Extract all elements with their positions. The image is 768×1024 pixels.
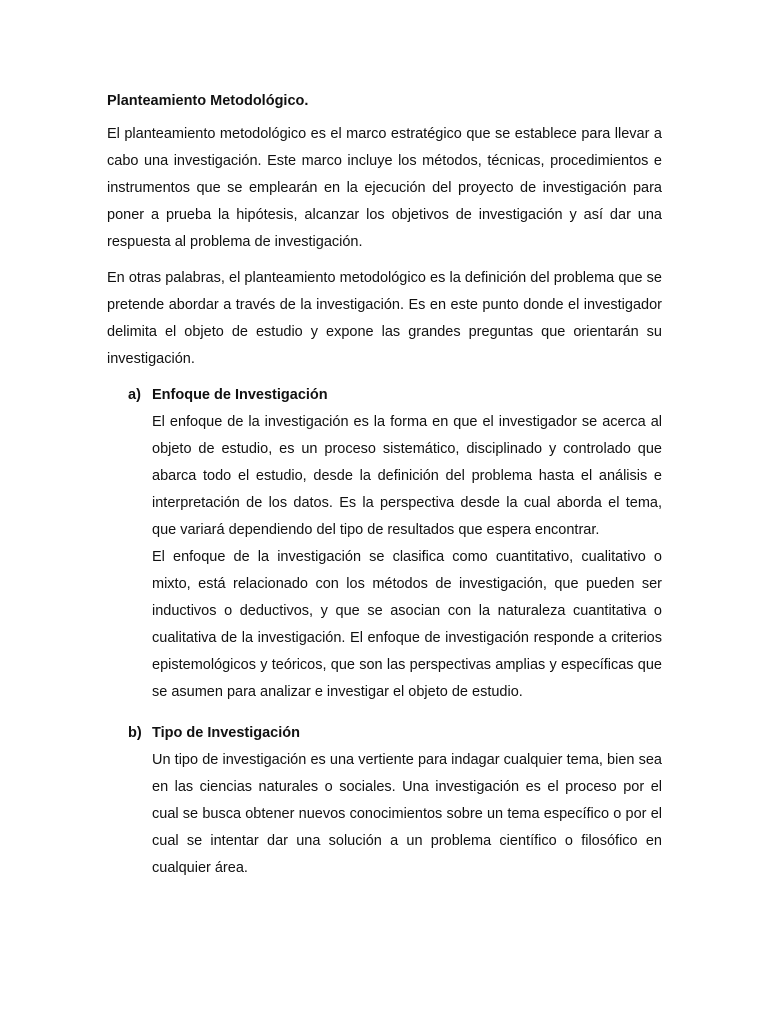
section-paragraph: Un tipo de investigación es una vertiente para indagar cualquier tema, bien sea en las ciencias naturales o sociales. Una investigación es el proceso por el cual se busca obtener nuevos conocimientos sobre un tema específico o por el cual se intentar dar una solución a un problema científico o filosófico en cualquier área. [152, 752, 662, 876]
section-letter: a) [128, 387, 141, 403]
section-tipo [128, 720, 662, 882]
document-body [107, 88, 662, 882]
intro-paragraph-1: El planteamiento metodológico es el marco estratégico que se establece para llevar a cabo una investigación. Este marco incluye los métodos, técnicas, procedimientos e instrumentos que se emplearán en la ejecución del proyecto de investigación para poner a prueba la hipótesis, alcanzar los objetivos de investigación y así dar una respuesta al problema de investigación. [107, 126, 662, 250]
intro-paragraph-2: En otras palabras, el planteamiento metodológico es la definición del problema que se pretende abordar a través de la investigación. Es en este punto donde el investigador delimita el objeto de estudio y expone las grandes preguntas que orientarán su investigación. [107, 270, 662, 367]
document-title: Planteamiento Metodológico. [107, 93, 309, 109]
section-paragraph: El enfoque de la investigación se clasifica como cuantitativo, cualitativo o mixto, está relacionado con los métodos de investigación, que pueden ser inductivos o deductivos, y que se asocian con la naturaleza cuantitativa o cualitativa de la investigación. El enfoque de investigación responde a criterios epistemológicos y teóricos, que son las perspectivas amplias y específicas que se asumen para analizar e investigar el objeto de estudio. [152, 549, 662, 700]
section-letter: b) [128, 725, 142, 741]
section-paragraph: El enfoque de la investigación es la forma en que el investigador se acerca al objeto de estudio, es un proceso sistemático, disciplinado y controlado que abarca todo el estudio, desde la definición del problema hasta el análisis e interpretación de los datos. Es la perspectiva desde la cual aborda el tema, que variará dependiendo del tipo de resultados que espera encontrar. [152, 414, 662, 538]
section-enfoque [128, 382, 662, 706]
section-heading: Enfoque de Investigación [152, 387, 328, 403]
section-heading: Tipo de Investigación [152, 725, 300, 741]
